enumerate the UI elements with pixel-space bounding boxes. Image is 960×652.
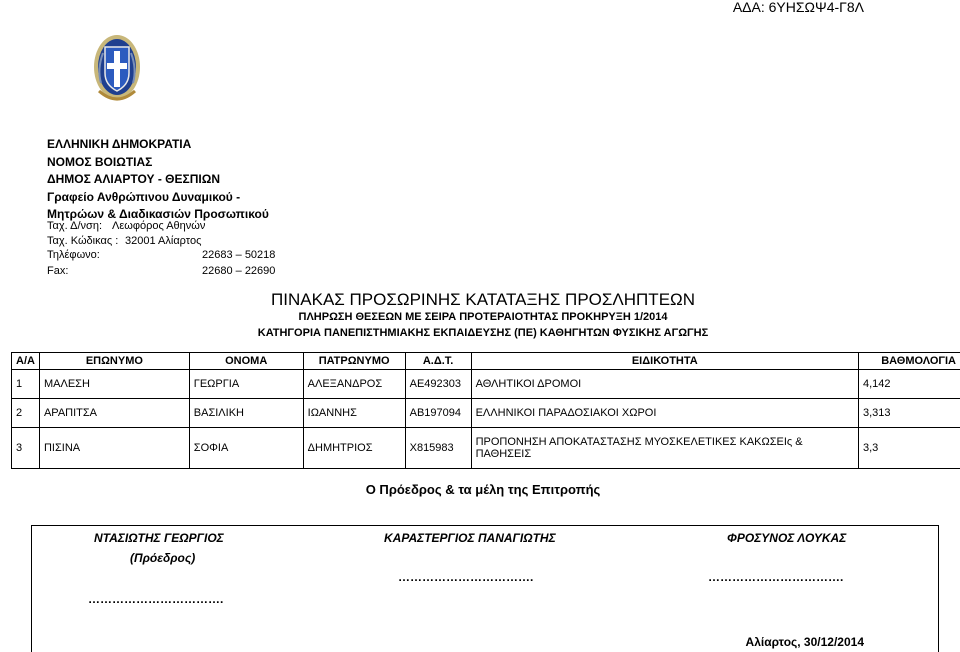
member-1-role: (Πρόεδρος): [130, 551, 195, 565]
document-subtitle-2: ΚΑΤΗΓΟΡΙΑ ΠΑΝΕΠΙΣΤΗΜΙΑΚΗΣ ΕΚΠΑΙΔΕΥΣΗΣ (ΠΕ) ΚΑΘΗΓΗΤΩΝ ΦΥΣΙΚΗΣ ΑΓΩΓΗΣ: [0, 327, 960, 339]
cell-specialty: ΑΘΛΗΤΙΚΟΙ ΔΡΟΜΟΙ: [471, 370, 858, 399]
ranking-table: [11, 352, 960, 469]
cell-score: 3,3: [858, 428, 960, 469]
org-line-prefecture: ΝΟΜΟΣ ΒΟΙΩΤΙΑΣ: [47, 154, 269, 172]
header-first-name: ΟΝΟΜΑ: [189, 353, 303, 370]
address-label: Ταχ. Δ/νση:: [47, 220, 102, 232]
postal-value: 32001 Αλίαρτος: [125, 235, 201, 247]
cell-first-name: ΓΕΩΡΓΙΑ: [189, 370, 303, 399]
cell-id-number: ΑΒ197094: [405, 399, 471, 428]
cell-surname: ΜΑΛΕΣΗ: [39, 370, 189, 399]
member-3-signature-line: …………………………….: [708, 570, 843, 584]
table-header-row: [12, 353, 960, 370]
cell-fathers-name: ΔΗΜΗΤΡΙΟΣ: [303, 428, 405, 469]
greek-coat-of-arms-logo: [93, 33, 141, 108]
cell-surname: ΠΙΣΙΝΑ: [39, 428, 189, 469]
org-line-office-1: Γραφείο Ανθρώπινου Δυναμικού -: [47, 189, 269, 207]
cell-id-number: Χ815983: [405, 428, 471, 469]
org-line-municipality: ΔΗΜΟΣ ΑΛΙΑΡΤΟΥ - ΘΕΣΠΙΩΝ: [47, 171, 269, 189]
document-date: Αλίαρτος, 30/12/2014: [746, 635, 864, 649]
cell-specialty: ΕΛΛΗΝΙΚΟΙ ΠΑΡΑΔΟΣΙΑΚΟΙ ΧΩΡΟΙ: [471, 399, 858, 428]
cell-aa: 1: [12, 370, 40, 399]
cell-fathers-name: ΙΩΑΝΝΗΣ: [303, 399, 405, 428]
org-line-country: ΕΛΛΗΝΙΚΗ ΔΗΜΟΚΡΑΤΙΑ: [47, 136, 269, 154]
phone-label: Τηλέφωνο:: [47, 249, 100, 261]
phone-value: 22683 – 50218: [202, 249, 275, 261]
cell-surname: ΑΡΑΠΙΤΣΑ: [39, 399, 189, 428]
document-title: ΠΙΝΑΚΑΣ ΠΡΟΣΩΡΙΝΗΣ ΚΑΤΑΤΑΞΗΣ ΠΡΟΣΛΗΠΤΕΩΝ: [0, 290, 960, 310]
committee-heading: Ο Πρόεδρος & τα μέλη της Επιτροπής: [0, 482, 960, 497]
cell-specialty: ΠΡΟΠΟΝΗΣΗ ΑΠΟΚΑΤΑΣΤΑΣΗΣ ΜΥΟΣΚΕΛΕΤΙΚΕΣ ΚΑΚΩΣΕΙς & ΠΑΘΗΣΕΙΣ: [471, 428, 858, 469]
document-subtitle-1: ΠΛΗΡΩΣΗ ΘΕΣΕΩΝ ΜΕ ΣΕΙΡΑ ΠΡΟΤΕΡΑΙΟΤΗΤΑΣ ΠΡΟΚΗΡΥΞΗ 1/2014: [0, 311, 960, 323]
member-1-signature-line: …………………………….: [88, 592, 223, 606]
table-row: [12, 370, 960, 399]
cell-aa: 2: [12, 399, 40, 428]
cell-score: 3,313: [858, 399, 960, 428]
header-specialty: ΕΙΔΙΚΟΤΗΤΑ: [471, 353, 858, 370]
cell-first-name: ΒΑΣΙΛΙΚΗ: [189, 399, 303, 428]
header-fathers-name: ΠΑΤΡΩΝΥΜΟ: [303, 353, 405, 370]
member-3-name: ΦΡΟΣΥΝΟΣ ΛΟΥΚΑΣ: [727, 531, 846, 545]
cell-first-name: ΣΟΦΙΑ: [189, 428, 303, 469]
fax-value: 22680 – 22690: [202, 265, 275, 277]
header-score: ΒΑΘΜΟΛΟΓΙΑ: [858, 353, 960, 370]
header-id-number: Α.Δ.Τ.: [405, 353, 471, 370]
postal-label: Ταχ. Κώδικας :: [47, 235, 118, 247]
organization-block: [47, 136, 269, 224]
member-2-signature-line: …………………………….: [398, 570, 533, 584]
member-1-name: ΝΤΑΣΙΩΤΗΣ ΓΕΩΡΓΙΟΣ: [94, 531, 224, 545]
signature-box: [31, 525, 939, 652]
cell-aa: 3: [12, 428, 40, 469]
table-row: [12, 428, 960, 469]
fax-label: Fax:: [47, 265, 68, 277]
header-surname: ΕΠΩΝΥΜΟ: [39, 353, 189, 370]
ada-code: ΑΔΑ: 6ΥΗΣΩΨ4-Γ8Λ: [733, 0, 864, 15]
cell-fathers-name: ΑΛΕΞΑΝΔΡΟΣ: [303, 370, 405, 399]
address-value: Λεωφόρος Αθηνών: [112, 220, 205, 232]
org-line-office-2: Μητρώων & Διαδικασιών Προσωπικού: [47, 206, 269, 224]
cell-id-number: ΑΕ492303: [405, 370, 471, 399]
header-aa: Α/Α: [12, 353, 40, 370]
member-2-name: ΚΑΡΑΣΤΕΡΓΙΟΣ ΠΑΝΑΓΙΩΤΗΣ: [384, 531, 556, 545]
cell-score: 4,142: [858, 370, 960, 399]
table-row: [12, 399, 960, 428]
